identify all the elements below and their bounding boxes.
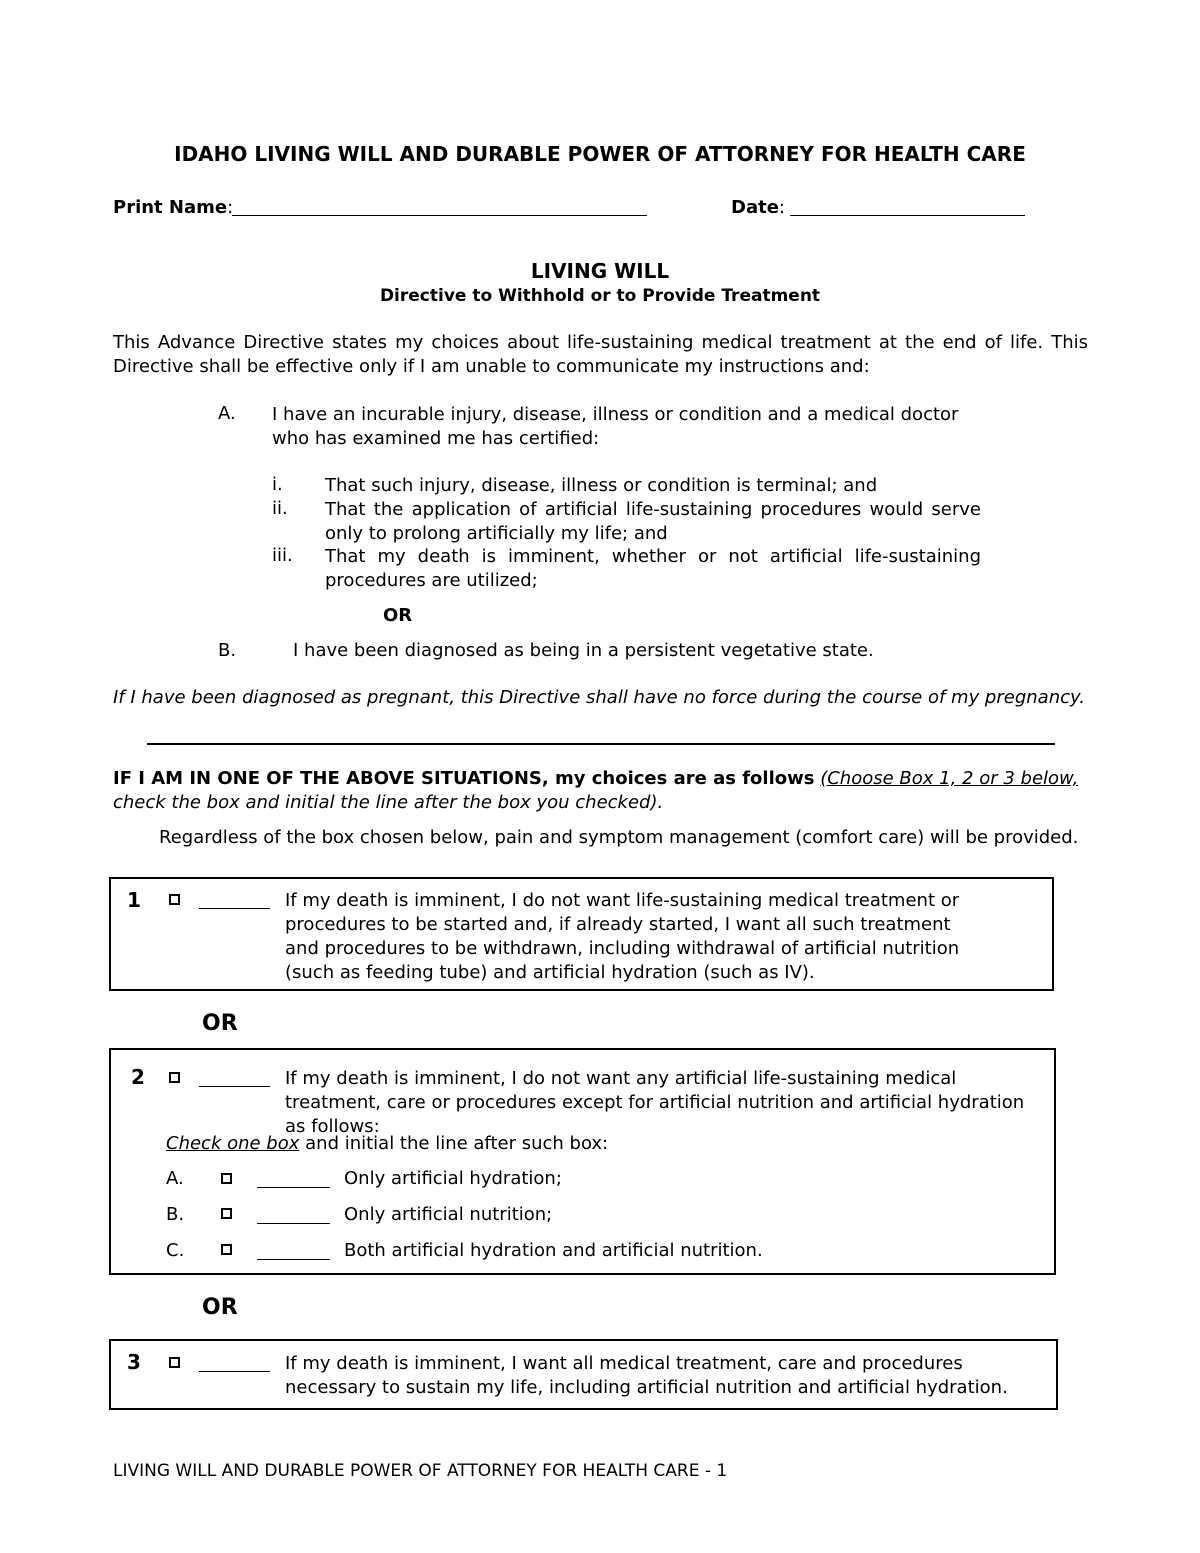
checkbox[interactable] xyxy=(169,1072,180,1083)
condition-a-item-text: That such injury, disease, illness or condition is terminal; and xyxy=(325,475,878,496)
checkbox[interactable] xyxy=(221,1208,232,1219)
date-line[interactable] xyxy=(790,215,1025,216)
initial-line[interactable] xyxy=(257,1170,330,1188)
choices-heading-italic: check the box and initial the line after the box you checked). xyxy=(113,792,664,813)
print-name-field xyxy=(113,197,233,218)
choice-number: 1 xyxy=(127,888,141,912)
option-text: Only artificial nutrition; xyxy=(344,1204,553,1225)
choices-heading-underlined: (Choose Box 1, 2 or 3 below, xyxy=(820,768,1079,789)
condition-a-item-text: That my death is imminent, whether or not artificial life-sustaining procedures are utilized; xyxy=(325,546,981,591)
option-text: Both artificial hydration and artificial nutrition. xyxy=(344,1240,763,1261)
or-separator: OR xyxy=(202,1295,238,1320)
print-name-colon: : xyxy=(227,197,234,218)
page-footer: LIVING WILL AND DURABLE POWER OF ATTORNEY FOR HEALTH CARE - 1 xyxy=(113,1461,728,1481)
checkbox[interactable] xyxy=(221,1244,232,1255)
condition-a-text: I have an incurable injury, disease, illness or condition and a medical doctor who has examined me has certified: xyxy=(272,404,959,449)
document-title: IDAHO LIVING WILL AND DURABLE POWER OF ATTORNEY FOR HEALTH CARE xyxy=(174,142,1026,166)
date-field xyxy=(731,197,785,218)
check-one-underlined: Check one box xyxy=(166,1133,300,1154)
comfort-care-note: Regardless of the box chosen below, pain and symptom management (comfort care) will be provided. xyxy=(159,827,1079,848)
or-separator: OR xyxy=(383,605,413,626)
condition-a-item-num: iii. xyxy=(272,545,293,566)
choice-text: If my death is imminent, I do not want life-sustaining medical treatment or procedures to be started and, if already started, I want all such treatment and procedures to be withdrawn, including withdrawal of artificial nutrition (such as feeding tube) and artificial hydration (such as IV). xyxy=(285,890,960,983)
living-will-subheading: Directive to Withhold or to Provide Treatment xyxy=(379,286,821,306)
pregnancy-note: If I have been diagnosed as pregnant, this Directive shall have no force during the course of my pregnancy. xyxy=(113,687,1085,708)
check-one-instruction xyxy=(166,1133,608,1154)
intro-paragraph: This Advance Directive states my choices about life-sustaining medical treatment at the end of life. This Directive shall be effective only if I am unable to communicate my instructions and: xyxy=(113,332,1088,377)
checkbox[interactable] xyxy=(221,1173,232,1184)
option-letter: A. xyxy=(166,1168,184,1189)
initial-line[interactable] xyxy=(199,891,270,909)
date-colon: : xyxy=(778,197,785,218)
print-name-label: Print Name xyxy=(113,197,228,218)
condition-b-text: I have been diagnosed as being in a persistent vegetative state. xyxy=(293,640,874,661)
choice-text: If my death is imminent, I want all medical treatment, care and procedures necessary to sustain my life, including artificial nutrition and artificial hydration. xyxy=(285,1353,1008,1398)
section-divider xyxy=(147,743,1055,745)
choice-text: If my death is imminent, I do not want any artificial life-sustaining medical treatment, care or procedures except for artificial nutrition and artificial hydration as follows: xyxy=(285,1068,1025,1137)
initial-line[interactable] xyxy=(257,1206,330,1224)
living-will-heading: LIVING WILL xyxy=(530,259,670,283)
checkbox[interactable] xyxy=(169,894,180,905)
condition-a-item-text: That the application of artificial life-sustaining procedures would serve only to prolong artificially my life; and xyxy=(325,499,981,544)
or-separator: OR xyxy=(202,1011,238,1036)
choices-heading xyxy=(113,767,1103,815)
choices-heading-bold: IF I AM IN ONE OF THE ABOVE SITUATIONS, my choices are as follows xyxy=(113,768,815,789)
condition-a-item-num: i. xyxy=(272,474,283,495)
condition-a-letter: A. xyxy=(218,403,236,424)
choice-number: 3 xyxy=(127,1350,141,1374)
initial-line[interactable] xyxy=(199,1354,270,1372)
date-label: Date xyxy=(731,197,779,218)
print-name-line[interactable] xyxy=(232,215,647,216)
condition-b-letter: B. xyxy=(218,640,237,661)
check-one-rest: and initial the line after such box: xyxy=(299,1133,609,1154)
condition-a-item-num: ii. xyxy=(272,498,288,519)
choice-number: 2 xyxy=(131,1065,145,1089)
option-letter: B. xyxy=(166,1204,185,1225)
initial-line[interactable] xyxy=(257,1242,330,1260)
checkbox[interactable] xyxy=(169,1357,180,1368)
initial-line[interactable] xyxy=(199,1069,270,1087)
option-letter: C. xyxy=(166,1240,185,1261)
option-text: Only artificial hydration; xyxy=(344,1168,562,1189)
